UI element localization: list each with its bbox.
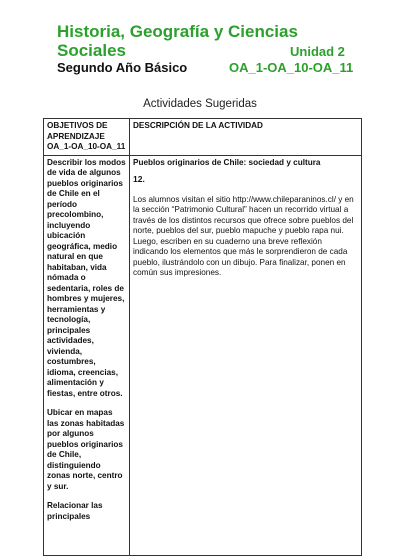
objectives-code: OA_1-OA_10-OA_11 [229,60,354,75]
unit-label: Unidad 2 [290,44,345,59]
description-cell [130,155,362,555]
activity-title: Pueblos originarios de Chile: sociedad y cultura [133,157,321,167]
activity-body: Los alumnos visitan el sitio http://www.chileparaninos.cl/ y en la sección “Patrimonio Cultural” hacen un recorrido virtual a través de los distintos recursos que ofrece sobre pueblos del norte, pueblos del sur, pueblo mapuche y pueblo rapa nui. Luego, escriben en su cuaderno una breve reflexión indicando los elementos que más le sorprendieron de cada pueblo, ilustrándolo con un dibujo. Para finalizar, ponen en común sus impresiones. [133,194,354,277]
objectives-cell [44,155,130,555]
grade-label: Segundo Año Básico [57,60,188,75]
section-title: Actividades Sugeridas [143,98,257,110]
table-row [44,155,362,555]
table-header-row [44,119,362,156]
document-title: Historia, Geografía y Ciencias Sociales [57,22,298,60]
objectives-column-header: OBJETIVOS DE APRENDIZAJE OA_1-OA_10-OA_11 [44,119,130,156]
activity-number: 12. [133,174,145,184]
objective-item: Describir los modos de vida de algunos pueblos originarios de Chile en el período precolombino, incluyendo ubicación geográfica, medio natural en que habitaban, vida nómada o sedentaria, roles de hombres y mujeres, herramientas y tecnología, principales actividades, vivienda, costumbres, idioma, creencias, alimentación y fiestas, entre otros. [47,157,126,398]
objective-item: Relacionar las principales [47,501,103,521]
objective-item: Ubicar en mapas las zonas habitadas por algunos pueblos originarios de Chile, distinguiendo zonas norte, centro y sur. [47,408,125,491]
description-column-header: DESCRIPCIÓN DE LA ACTIVIDAD [130,119,362,156]
activities-table [43,118,362,556]
